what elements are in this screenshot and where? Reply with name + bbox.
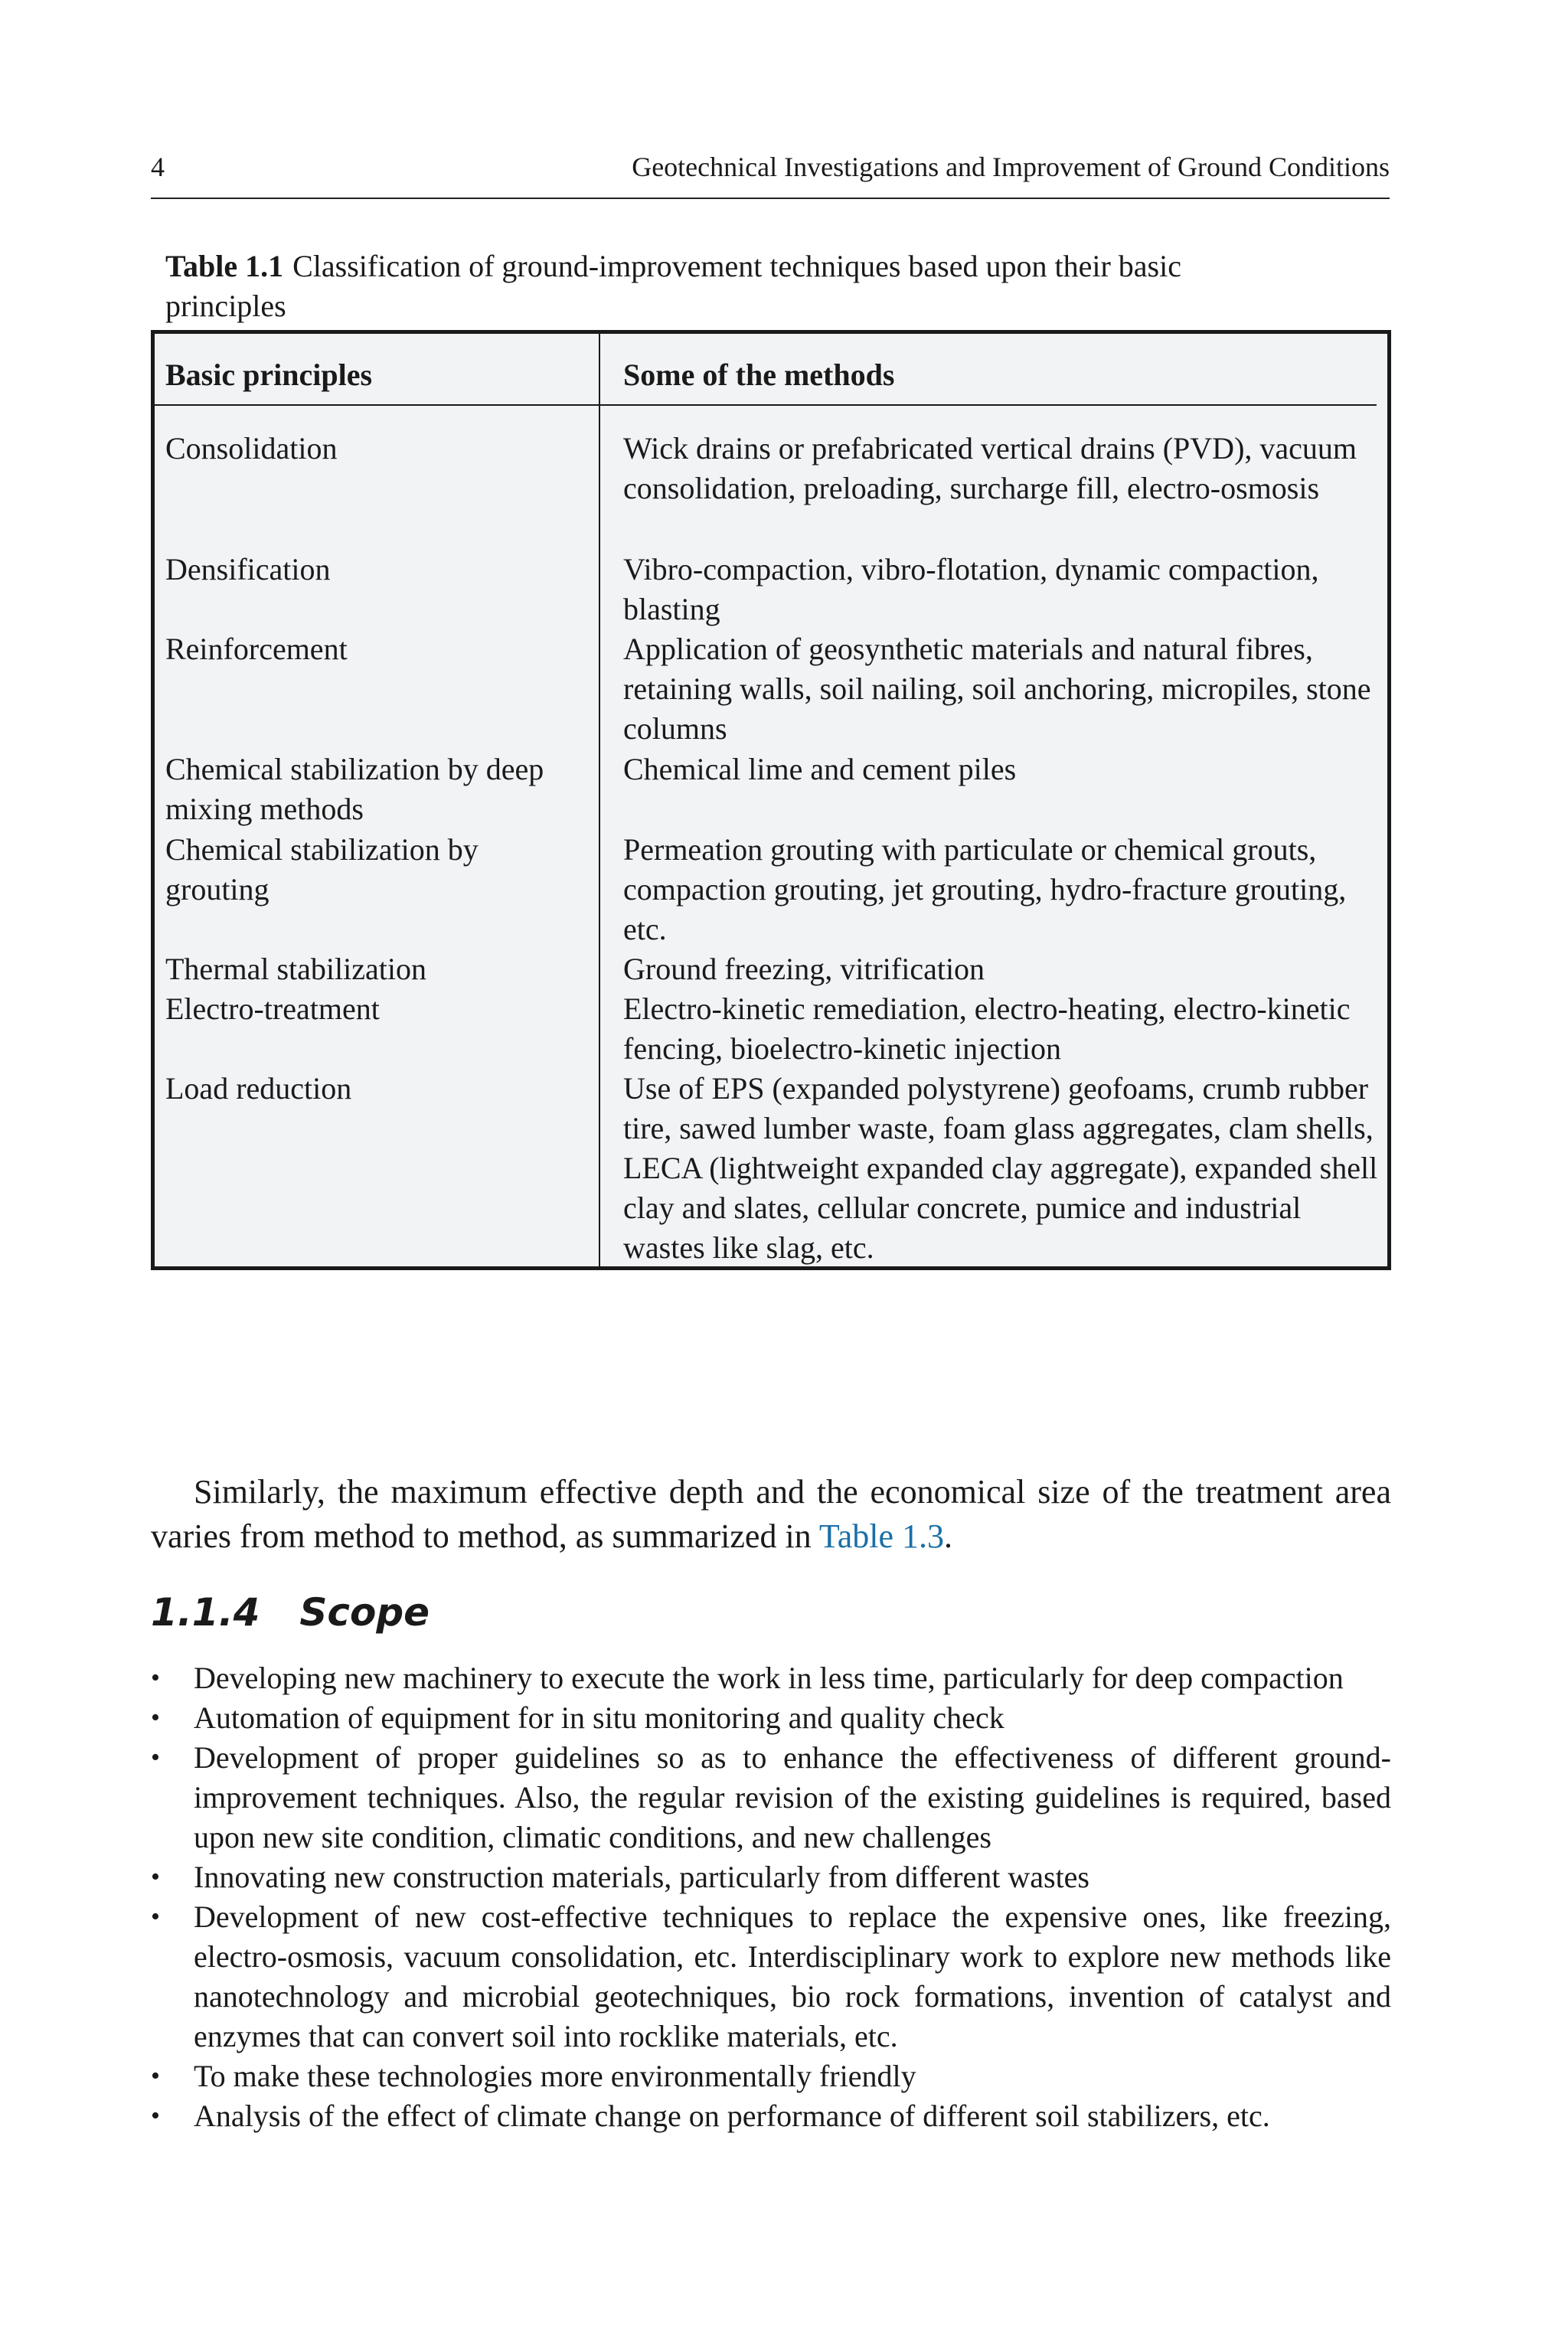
section-number: 1.1.4 <box>151 1590 260 1635</box>
section-heading <box>151 1589 430 1635</box>
paragraph-end: . <box>943 1517 952 1555</box>
table-row-principle: Chemical stabilization by grouting <box>165 832 479 906</box>
list-item <box>151 2056 1391 2096</box>
table-row-principle: Electro-treatment <box>165 991 380 1026</box>
running-head <box>151 150 1390 199</box>
section-title: Scope <box>299 1590 430 1635</box>
bullet-icon: • <box>151 1664 160 1692</box>
bullet-icon: • <box>151 1863 160 1891</box>
table-row-methods: Chemical lime and cement piles <box>623 752 1017 786</box>
list-item-text: Development of proper guidelines so as to enhance the effectiveness of different ground-improvement techniques. Also, the regular revision of the existing guidelines is required, based upon new site condition, climatic conditions, and new challenges <box>194 1740 1391 1854</box>
table-row-methods: Use of EPS (expanded polystyrene) geofoams, crumb rubber tire, sawed lumber waste, foam glass aggregates, clam shells, LECA (lightweight expanded clay aggregate), expanded shell clay and slates, cellular concrete, pumice and industrial wastes like slag, etc. <box>623 1071 1378 1265</box>
running-title: Geotechnical Investigations and Improvement of Ground Conditions <box>632 152 1390 182</box>
table-row-methods: Electro-kinetic remediation, electro-heating, electro-kinetic fencing, bioelectro-kinetic injection <box>623 991 1351 1066</box>
table-row-principle: Densification <box>165 552 331 586</box>
bullet-icon: • <box>151 1704 160 1732</box>
list-item <box>151 1857 1391 1897</box>
list-item-text: Developing new machinery to execute the work in less time, particularly for deep compaction <box>194 1661 1344 1695</box>
table-row-methods: Wick drains or prefabricated vertical drains (PVD), vacuum consolidation, preloading, surcharge fill, electro-osmosis <box>623 431 1357 505</box>
list-item-text: Analysis of the effect of climate change on performance of different soil stabilizers, etc. <box>194 2099 1270 2133</box>
column-divider <box>599 334 600 1266</box>
page-number: 4 <box>151 152 165 182</box>
list-item-text: Development of new cost-effective techniques to replace the expensive ones, like freezing, electro-osmosis, vacuum consolidation, etc. Interdisciplinary work to explore new methods like nanotechnology and microbial geotechniques, bio rock formations, invention of catalyst and enzymes that can convert soil into rocklike materials, etc. <box>194 1900 1391 2053</box>
list-item <box>151 1658 1391 1698</box>
bullet-icon: • <box>151 1903 160 1931</box>
classification-table <box>151 330 1391 1270</box>
table-row-principle: Consolidation <box>165 431 338 466</box>
table-caption <box>165 247 1298 326</box>
list-item-text: To make these technologies more environmentally friendly <box>194 2059 916 2093</box>
table-caption-text: Classification of ground-improvement techniques based upon their basic principles <box>165 249 1181 323</box>
table-reference-link[interactable]: Table 1.3 <box>818 1517 944 1555</box>
table-row-methods: Application of geosynthetic materials and natural fibres, retaining walls, soil nailing, soil anchoring, micropiles, stone columns <box>623 632 1371 746</box>
bullet-icon: • <box>151 1743 160 1772</box>
paragraph-text: Similarly, the maximum effective depth and the economical size of the treatment area varies from method to method, as summarized in <box>151 1473 1391 1555</box>
list-item-text: Automation of equipment for in situ monitoring and quality check <box>194 1700 1004 1735</box>
table-row-principle: Thermal stabilization <box>165 952 426 986</box>
table-caption-label: Table 1.1 <box>165 249 284 283</box>
column-header-methods: Some of the methods <box>623 358 895 392</box>
bullet-icon: • <box>151 2102 160 2130</box>
body-paragraph <box>151 1470 1391 1559</box>
list-item-text: Innovating new construction materials, particularly from different wastes <box>194 1860 1089 1894</box>
list-item <box>151 1897 1391 2056</box>
column-header-principles: Basic principles <box>165 358 373 392</box>
table-row-methods: Ground freezing, vitrification <box>623 952 985 986</box>
list-item <box>151 2096 1391 2136</box>
scope-bullet-list <box>151 1658 1391 2136</box>
bullet-icon: • <box>151 2062 160 2090</box>
list-item <box>151 1698 1391 1738</box>
table-row-principle: Reinforcement <box>165 632 348 666</box>
header-rule <box>155 404 1377 406</box>
table-row-methods: Vibro-compaction, vibro-flotation, dynamic compaction, blasting <box>623 552 1319 626</box>
table-row-principle: Chemical stabilization by deep mixing methods <box>165 752 544 826</box>
table-row-methods: Permeation grouting with particulate or chemical grouts, compaction grouting, jet grouting, hydro-fracture grouting, etc. <box>623 832 1347 946</box>
table-row-principle: Load reduction <box>165 1071 352 1106</box>
list-item <box>151 1738 1391 1857</box>
